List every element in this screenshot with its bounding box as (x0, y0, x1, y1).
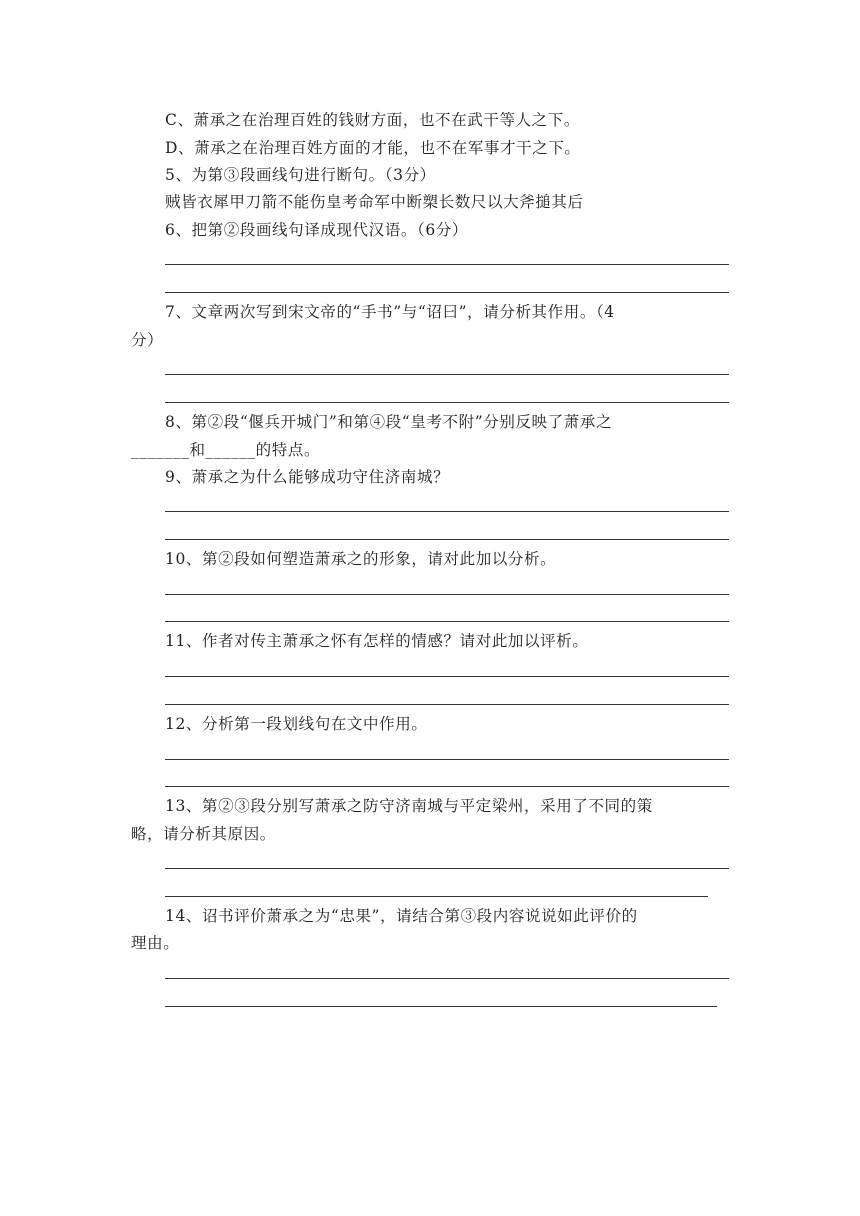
answer-line (165, 621, 729, 622)
question-8: 8、第②段“偃兵开城门”和第④段“皇考不附”分别反映了萧承之 (165, 413, 613, 431)
answer-line (165, 1006, 717, 1007)
question-13-continued: 略，请分析其原因。 (131, 825, 276, 843)
question-5-sentence: 贼皆衣犀甲刀箭不能伤皇考命军中断槊长数尺以大斧搥其后 (165, 193, 584, 211)
answer-line (165, 264, 729, 265)
question-6: 6、把第②段画线句译成现代汉语。（6分） (165, 221, 468, 239)
option-d: D、萧承之在治理百姓方面的才能，也不在军事才干之下。 (165, 139, 581, 157)
question-11: 11、作者对传主萧承之怀有怎样的情感？请对此加以评析。 (165, 632, 589, 650)
answer-line (165, 896, 708, 897)
answer-line (165, 374, 729, 375)
question-14-continued: 理由。 (131, 934, 180, 952)
answer-line (165, 786, 729, 787)
answer-line (165, 511, 729, 512)
question-9: 9、萧承之为什么能够成功守住济南城？ (165, 468, 450, 486)
question-14: 14、诏书评价萧承之为“忠果”，请结合第③段内容说说如此评价的 (165, 907, 638, 925)
answer-line (165, 539, 729, 540)
question-10: 10、第②段如何塑造萧承之的形象，请对此加以分析。 (165, 550, 557, 568)
question-12: 12、分析第一段划线句在文中作用。 (165, 715, 428, 733)
answer-line (165, 676, 729, 677)
question-5: 5、为第③段画线句进行断句。（3分） (165, 166, 436, 184)
answer-line (165, 868, 729, 869)
answer-line (165, 704, 729, 705)
answer-line (165, 402, 729, 403)
answer-line (165, 759, 729, 760)
answer-line (165, 978, 729, 979)
question-7-continued: 分） (131, 331, 164, 349)
question-7: 7、文章两次写到宋文帝的“手书”与“诏曰”，请分析其作用。（4 (165, 303, 615, 321)
question-13: 13、第②③段分别写萧承之防守济南城与平定梁州，采用了不同的策 (165, 797, 653, 815)
answer-line (165, 594, 729, 595)
question-8-continued: _______和______的特点。 (131, 441, 321, 459)
answer-line (165, 292, 729, 293)
option-c: C、萧承之在治理百姓的钱财方面，也不在武干等人之下。 (165, 111, 580, 129)
